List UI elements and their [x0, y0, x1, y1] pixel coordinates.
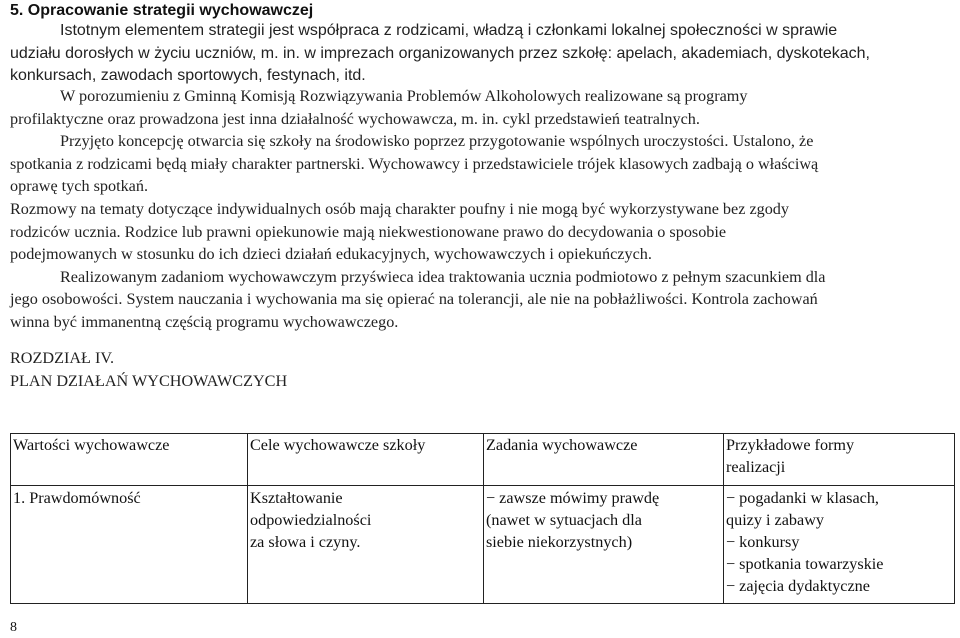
header-forms [724, 434, 955, 486]
chapter-heading [10, 347, 287, 393]
header-tasks: Zadania wychowawcze [484, 434, 724, 486]
paragraph-line: winna być immanentną częścią programu wychowawczego. [10, 312, 399, 331]
plan-table [10, 433, 955, 604]
paragraph-line: Istotnym elementem strategii jest współpraca z rodzicami, władzą i członkami lokalnej społeczności w sprawie [60, 22, 838, 39]
page-number: 8 [10, 620, 17, 635]
chapter-number: ROZDZIAŁ IV. [10, 349, 115, 367]
cooperation-paragraph [10, 20, 954, 88]
paragraph-line: Rozmowy na tematy dotyczące indywidualnych osób mają charakter poufny i nie mogą być wykorzystywane bez zgody [10, 199, 789, 218]
cell-line: − zajęcia dydaktyczne [726, 577, 870, 595]
cell-line: − spotkania towarzyskie [726, 555, 884, 573]
cell-task [484, 486, 724, 604]
paragraph-line: profilaktyczne oraz prowadzona jest inna działalność wychowawcza, m. in. cykl przedstawień teatralnych. [10, 109, 700, 128]
table-row [11, 486, 955, 604]
cell-line: quizy i zabawy [726, 511, 824, 529]
paragraph-line: Przyjęto koncepcję otwarcia się szkoły na środowisko poprzez przygotowanie wspólnych uroczystości. Ustalono, że [60, 132, 814, 151]
paragraph-line: udziału dorosłych w życiu uczniów, m. in. w imprezach organizowanych przez szkołę: apelach, akademiach, dyskotekach, [10, 44, 870, 62]
paragraph-confidentiality [10, 198, 954, 266]
cell-line: − pogadanki w klasach, [726, 489, 879, 507]
paragraph-line: podejmowanych w stosunku do ich dzieci działań edukacyjnych, wychowawczych i opiekuńczych. [10, 245, 652, 264]
cell-line: − konkursy [726, 533, 800, 551]
header-goals: Cele wychowawcze szkoły [248, 434, 484, 486]
chapter-title: PLAN DZIAŁAŃ WYCHOWAWCZYCH [10, 372, 288, 390]
cell-line: Kształtowanie [250, 489, 343, 507]
body-paragraphs [10, 85, 954, 334]
paragraph-respect [10, 266, 954, 334]
cell-line: odpowiedzialności [250, 511, 372, 529]
paragraph-line: spotkania z rodzicami będą miały charakter partnerski. Wychowawcy i przedstawiciele trójek klasowych zadbają o właściwą [10, 154, 819, 173]
cell-line: − zawsze mówimy prawdę [486, 489, 660, 507]
cell-line: za słowa i czyny. [250, 533, 361, 551]
cell-line: (nawet w sytuacjach dla [486, 511, 642, 529]
paragraph-line: jego osobowości. System nauczania i wychowania ma się opierać na tolerancji, ale nie na pobłażliwości. Kontrola zachowań [10, 290, 818, 309]
paragraph-line: oprawę tych spotkań. [10, 177, 149, 196]
header-values: Wartości wychowawcze [11, 434, 248, 486]
paragraph-line: Realizowanym zadaniom wychowawczym przyświeca idea traktowania ucznia podmiotowo z pełnym szacunkiem dla [60, 267, 826, 286]
section-heading: 5. Opracowanie strategii wychowawczej [10, 2, 314, 19]
table-header-row [11, 434, 955, 486]
paragraph-openness [10, 130, 954, 198]
cell-goal [248, 486, 484, 604]
cell-forms [724, 486, 955, 604]
paragraph-line: rodziców ucznia. Rodzice lub prawni opiekunowie mają niekwestionowane prawo do decydowania o sposobie [10, 222, 727, 241]
header-forms-line: Przykładowe formy [726, 436, 855, 454]
cell-value: 1. Prawdomówność [11, 486, 248, 604]
paragraph-line: konkursach, zawodach sportowych, festynach, itd. [10, 67, 366, 85]
paragraph-commission [10, 85, 954, 130]
cell-line: siebie niekorzystnych) [486, 533, 633, 551]
header-forms-line: realizacji [726, 458, 786, 476]
paragraph-line: W porozumieniu z Gminną Komisją Rozwiązywania Problemów Alkoholowych realizowane są programy [60, 87, 748, 105]
